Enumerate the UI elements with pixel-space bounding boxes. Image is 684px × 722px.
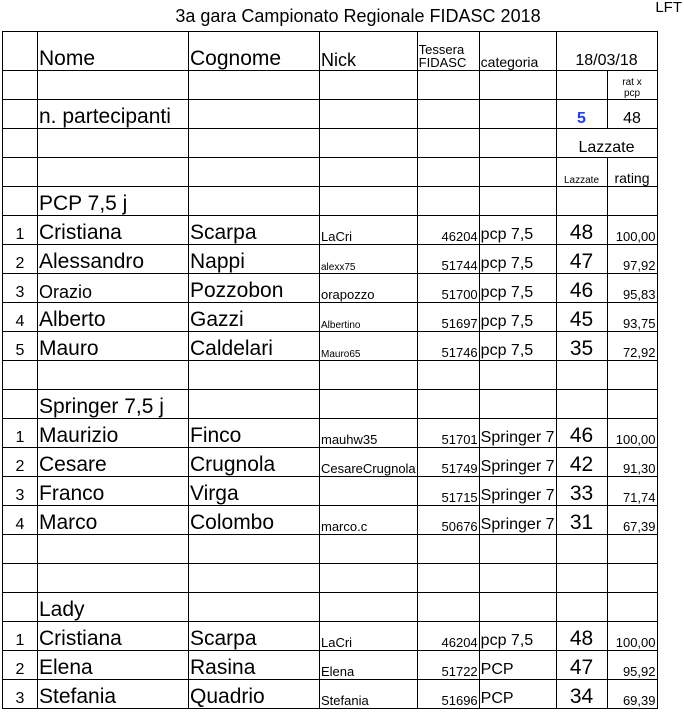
row-categoria[interactable]: PCP	[479, 651, 556, 680]
table-row	[3, 477, 658, 506]
table-row	[3, 622, 658, 651]
row-cognome[interactable]: Colombo	[189, 506, 320, 535]
venue-row	[3, 129, 658, 158]
cell-empty[interactable]	[189, 71, 320, 100]
cell-empty[interactable]	[417, 390, 479, 419]
row-tessera[interactable]: 46204	[417, 622, 479, 651]
row-rating[interactable]: 100,00	[607, 622, 657, 651]
row-cognome[interactable]: Nappi	[189, 245, 320, 274]
spacer-row	[3, 361, 658, 390]
cell-empty[interactable]	[320, 158, 418, 187]
cell-empty[interactable]	[479, 390, 556, 419]
row-tessera[interactable]: 51746	[417, 332, 479, 361]
cell-empty[interactable]	[3, 32, 38, 71]
row-categoria[interactable]: pcp 7,5	[479, 216, 556, 245]
cell-empty[interactable]	[189, 187, 320, 216]
row-tessera[interactable]: 51715	[417, 477, 479, 506]
participants-count[interactable]: 5	[556, 100, 607, 129]
row-nick[interactable]: Albertino	[320, 303, 418, 332]
row-nick[interactable]: CesareCrugnola	[320, 448, 418, 477]
row-nome[interactable]: Franco	[38, 477, 189, 506]
row-cognome[interactable]: Caldelari	[189, 332, 320, 361]
row-cognome[interactable]: Virga	[189, 477, 320, 506]
table-row	[3, 332, 658, 361]
row-position[interactable]: 2	[3, 651, 38, 680]
row-nick[interactable]: Stefania	[320, 680, 418, 709]
header-nick[interactable]: Nick	[320, 32, 418, 71]
cell-empty[interactable]	[479, 564, 556, 593]
cell-empty[interactable]	[189, 100, 320, 129]
cell-empty[interactable]	[38, 564, 189, 593]
row-nick[interactable]	[320, 477, 418, 506]
table-row	[3, 419, 658, 448]
section-title[interactable]: PCP 7,5 j	[38, 187, 189, 216]
row-score[interactable]: 34	[556, 680, 607, 709]
cell-empty[interactable]	[189, 593, 320, 622]
cell-empty[interactable]	[38, 158, 189, 187]
cell-empty[interactable]	[417, 71, 479, 100]
cell-empty[interactable]	[556, 71, 607, 100]
row-cognome[interactable]: Scarpa	[189, 622, 320, 651]
row-nome[interactable]: Stefania	[38, 680, 189, 709]
cell-empty[interactable]	[417, 593, 479, 622]
row-nome[interactable]: Cristiana	[38, 622, 189, 651]
row-tessera[interactable]: 46204	[417, 216, 479, 245]
cell-empty[interactable]	[320, 129, 418, 158]
header-cognome[interactable]: Cognome	[189, 32, 320, 71]
row-categoria[interactable]: Springer 7	[479, 419, 556, 448]
row-position[interactable]: 4	[3, 506, 38, 535]
row-nome[interactable]: Alessandro	[38, 245, 189, 274]
cell-empty[interactable]	[417, 158, 479, 187]
cell-empty[interactable]	[479, 187, 556, 216]
table-row	[3, 245, 658, 274]
row-rating[interactable]: 91,30	[607, 448, 657, 477]
cell-empty[interactable]	[38, 129, 189, 158]
row-cognome[interactable]: Scarpa	[189, 216, 320, 245]
cell-empty[interactable]	[3, 100, 38, 129]
cell-empty[interactable]	[3, 390, 38, 419]
cell-empty[interactable]	[479, 100, 556, 129]
row-rating[interactable]: 95,83	[607, 274, 657, 303]
sheet-title: 3a gara Campionato Regionale FIDASC 2018	[175, 6, 541, 26]
cell-empty[interactable]	[607, 593, 657, 622]
row-nick[interactable]: Mauro65	[320, 332, 418, 361]
row-categoria[interactable]: pcp 7,5	[479, 622, 556, 651]
row-cognome[interactable]: Rasina	[189, 651, 320, 680]
row-score[interactable]: 48	[556, 216, 607, 245]
cell-empty[interactable]	[38, 361, 189, 390]
row-score[interactable]: 48	[556, 622, 607, 651]
row-categoria[interactable]: Springer 7	[479, 448, 556, 477]
subheader-rating[interactable]: rating	[607, 158, 657, 187]
row-nick[interactable]: LaCri	[320, 622, 418, 651]
cell-empty[interactable]	[479, 361, 556, 390]
row-cognome[interactable]: Finco	[189, 419, 320, 448]
cell-empty[interactable]	[189, 535, 320, 564]
cell-empty[interactable]	[607, 535, 657, 564]
row-rating[interactable]: 67,39	[607, 506, 657, 535]
row-nick[interactable]: Elena	[320, 651, 418, 680]
cell-empty[interactable]	[607, 361, 657, 390]
subheader-venue[interactable]: Lazzate	[556, 158, 607, 187]
cell-empty[interactable]	[3, 564, 38, 593]
row-position[interactable]: 4	[3, 303, 38, 332]
row-score[interactable]: 46	[556, 274, 607, 303]
cell-empty[interactable]	[320, 390, 418, 419]
row-categoria[interactable]: pcp 7,5	[479, 274, 556, 303]
cell-empty[interactable]	[320, 361, 418, 390]
header-date[interactable]: 18/03/18	[556, 32, 657, 71]
table-row	[3, 506, 658, 535]
cell-empty[interactable]	[417, 129, 479, 158]
row-rating[interactable]: 95,92	[607, 651, 657, 680]
row-score[interactable]: 47	[556, 245, 607, 274]
table-row	[3, 303, 658, 332]
cell-empty[interactable]	[607, 564, 657, 593]
row-position[interactable]: 3	[3, 477, 38, 506]
corner-label: LFT	[655, 0, 682, 16]
section-header-row	[3, 187, 658, 216]
cell-empty[interactable]	[189, 158, 320, 187]
cell-empty[interactable]	[556, 390, 607, 419]
venue-label[interactable]: Lazzate	[556, 129, 657, 158]
cell-empty[interactable]	[556, 187, 607, 216]
row-tessera[interactable]: 51697	[417, 303, 479, 332]
cell-empty[interactable]	[417, 535, 479, 564]
participants-label[interactable]: n. partecipanti	[38, 100, 189, 129]
row-position[interactable]: 3	[3, 274, 38, 303]
cell-empty[interactable]	[479, 129, 556, 158]
row-score[interactable]: 35	[556, 332, 607, 361]
row-score[interactable]: 46	[556, 419, 607, 448]
row-nome[interactable]: Orazio	[38, 274, 189, 303]
row-nome[interactable]: Marco	[38, 506, 189, 535]
row-tessera[interactable]: 50676	[417, 506, 479, 535]
table-row	[3, 448, 658, 477]
section-title[interactable]: Lady	[38, 593, 189, 622]
cell-empty[interactable]	[3, 71, 38, 100]
row-rating[interactable]: 100,00	[607, 419, 657, 448]
row-nome[interactable]: Cesare	[38, 448, 189, 477]
cell-empty[interactable]	[38, 535, 189, 564]
row-nick[interactable]: LaCri	[320, 216, 418, 245]
section-header-row	[3, 390, 658, 419]
row-cognome[interactable]: Quadrio	[189, 680, 320, 709]
row-cognome[interactable]: Crugnola	[189, 448, 320, 477]
cell-empty[interactable]	[3, 535, 38, 564]
row-score[interactable]: 31	[556, 506, 607, 535]
cell-empty[interactable]	[320, 535, 418, 564]
participants-row	[3, 100, 658, 129]
table-row	[3, 680, 658, 709]
cell-empty[interactable]	[3, 187, 38, 216]
row-categoria[interactable]: pcp 7,5	[479, 332, 556, 361]
row-nome[interactable]: Cristiana	[38, 216, 189, 245]
header-row	[3, 32, 658, 71]
row-score[interactable]: 47	[556, 651, 607, 680]
spacer-row	[3, 535, 658, 564]
cell-empty[interactable]	[479, 158, 556, 187]
row-nick[interactable]: mauhw35	[320, 419, 418, 448]
row-position[interactable]: 1	[3, 419, 38, 448]
row-nome[interactable]: Maurizio	[38, 419, 189, 448]
cell-empty[interactable]	[556, 361, 607, 390]
cell-empty[interactable]	[3, 158, 38, 187]
row-score[interactable]: 42	[556, 448, 607, 477]
row-nick[interactable]: orapozzo	[320, 274, 418, 303]
header-tessera[interactable]: Tessera FIDASC	[417, 32, 479, 71]
cell-empty[interactable]	[189, 361, 320, 390]
cell-empty[interactable]	[607, 390, 657, 419]
row-rating[interactable]: 93,75	[607, 303, 657, 332]
row-position[interactable]: 2	[3, 448, 38, 477]
cell-empty[interactable]	[417, 564, 479, 593]
cell-empty[interactable]	[38, 71, 189, 100]
cell-empty[interactable]	[3, 593, 38, 622]
row-position[interactable]: 3	[3, 680, 38, 709]
row-nick[interactable]: marco.c	[320, 506, 418, 535]
row-rating[interactable]: 100,00	[607, 216, 657, 245]
row-nick[interactable]: alexx75	[320, 245, 418, 274]
section-title[interactable]: Springer 7,5 j	[38, 390, 189, 419]
row-tessera[interactable]: 51700	[417, 274, 479, 303]
spacer-row	[3, 564, 658, 593]
cell-empty[interactable]	[3, 361, 38, 390]
cell-empty[interactable]	[479, 593, 556, 622]
cell-empty[interactable]	[3, 129, 38, 158]
cell-empty[interactable]	[417, 187, 479, 216]
row-rating[interactable]: 72,92	[607, 332, 657, 361]
row-rating[interactable]: 97,92	[607, 245, 657, 274]
row-categoria[interactable]: Springer 7	[479, 506, 556, 535]
header-categoria[interactable]: categoria	[479, 32, 556, 71]
table-row	[3, 274, 658, 303]
cell-empty[interactable]	[320, 187, 418, 216]
row-categoria[interactable]: pcp 7,5	[479, 245, 556, 274]
row-tessera[interactable]: 51701	[417, 419, 479, 448]
cell-empty[interactable]	[417, 361, 479, 390]
cell-empty[interactable]	[556, 564, 607, 593]
cell-empty[interactable]	[417, 100, 479, 129]
row-categoria[interactable]: pcp 7,5	[479, 303, 556, 332]
row-tessera[interactable]: 51749	[417, 448, 479, 477]
results-sheet	[2, 31, 658, 709]
cell-empty[interactable]	[189, 564, 320, 593]
table-row	[3, 216, 658, 245]
row-nome[interactable]: Mauro	[38, 332, 189, 361]
table-row	[3, 651, 658, 680]
row-score[interactable]: 33	[556, 477, 607, 506]
row-tessera[interactable]: 51744	[417, 245, 479, 274]
header-rat-x-pcp[interactable]: rat x pcp	[607, 71, 657, 100]
row-nome[interactable]: Alberto	[38, 303, 189, 332]
cell-empty[interactable]	[320, 71, 418, 100]
row-cognome[interactable]: Gazzi	[189, 303, 320, 332]
cell-empty[interactable]	[320, 100, 418, 129]
participants-max[interactable]: 48	[607, 100, 657, 129]
row-tessera[interactable]: 51696	[417, 680, 479, 709]
row-position[interactable]: 1	[3, 216, 38, 245]
subheader-row	[3, 158, 658, 187]
cell-empty[interactable]	[556, 535, 607, 564]
row-position[interactable]: 5	[3, 332, 38, 361]
row-categoria[interactable]: Springer 7	[479, 477, 556, 506]
row-rating[interactable]: 71,74	[607, 477, 657, 506]
section-header-row	[3, 593, 658, 622]
row-cognome[interactable]: Pozzobon	[189, 274, 320, 303]
row-tessera[interactable]: 51722	[417, 651, 479, 680]
header-nome[interactable]: Nome	[38, 32, 189, 71]
cell-empty[interactable]	[320, 593, 418, 622]
row-categoria[interactable]: PCP	[479, 680, 556, 709]
cell-empty[interactable]	[320, 564, 418, 593]
row-nome[interactable]: Elena	[38, 651, 189, 680]
row-rating[interactable]: 69,39	[607, 680, 657, 709]
cell-empty[interactable]	[556, 593, 607, 622]
cell-empty[interactable]	[189, 129, 320, 158]
cell-empty[interactable]	[479, 71, 556, 100]
rat-row	[3, 71, 658, 100]
row-position[interactable]: 1	[3, 622, 38, 651]
row-position[interactable]: 2	[3, 245, 38, 274]
cell-empty[interactable]	[189, 390, 320, 419]
cell-empty[interactable]	[479, 535, 556, 564]
row-score[interactable]: 45	[556, 303, 607, 332]
cell-empty[interactable]	[607, 187, 657, 216]
